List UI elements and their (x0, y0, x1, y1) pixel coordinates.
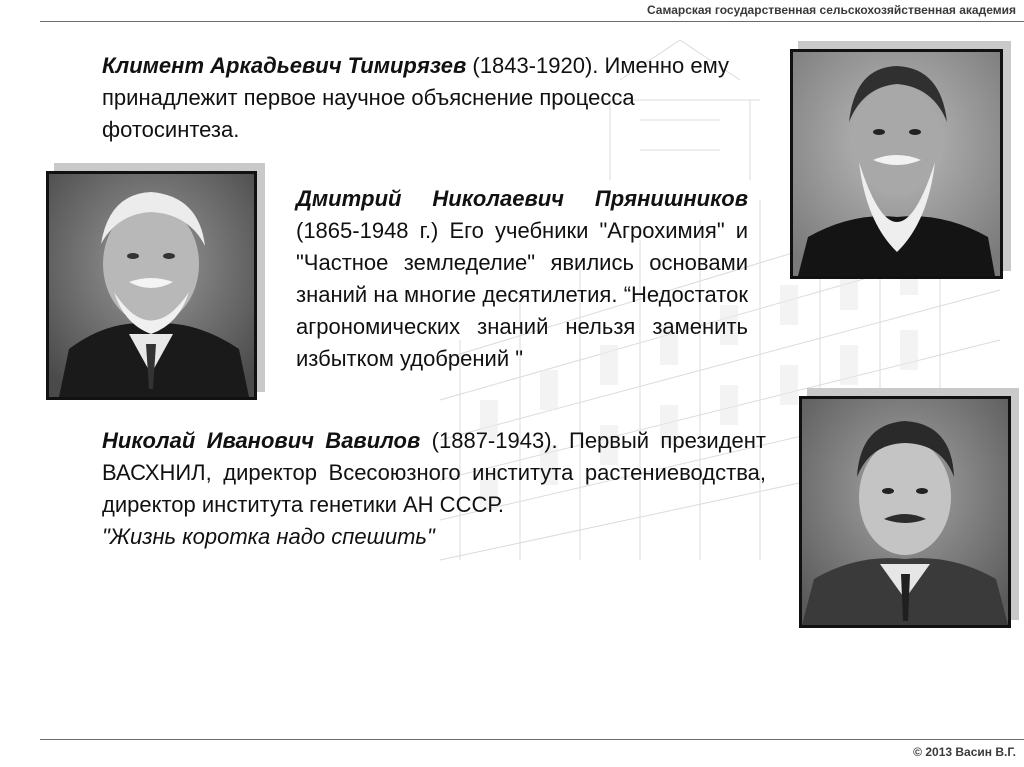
timiryazev-years: (1843-1920). (472, 53, 599, 78)
portrait-photo-left (46, 171, 257, 400)
copyright-text: © 2013 Васин В.Г. (913, 745, 1016, 759)
footer-divider (40, 739, 1024, 740)
timiryazev-text (102, 50, 762, 146)
timiryazev-name: Климент Аркадьевич Тимирязев (102, 53, 467, 78)
vavilov-text (102, 425, 766, 553)
pryanishnikov-quote: “Недостаток агрономических знаний нельзя заменить избытком удобрений " (296, 282, 748, 371)
vavilov-name: Николай Иванович Вавилов (102, 428, 421, 453)
portrait-image (49, 174, 254, 397)
vavilov-description: Первый президент ВАСХНИЛ, директор Всесоюзного института растениеводства, директор института генетики АН СССР. (102, 428, 766, 517)
portrait-photo-bottom-right (799, 396, 1011, 628)
pryanishnikov-name: Дмитрий Николаевич Прянишников (296, 186, 748, 211)
portrait-image (793, 52, 1000, 276)
vavilov-years: (1887-1943). (431, 428, 558, 453)
pryanishnikov-text (296, 183, 748, 375)
institution-name: Самарская государственная сельскохозяйственная академия (646, 3, 1016, 17)
pryanishnikov-description: Его учебники "Агрохимия" и "Частное земледелие" явились основами знаний на многие десятилетия. (296, 218, 748, 307)
portrait-image (802, 399, 1008, 625)
timiryazev-description: Именно ему принадлежит первое научное объяснение процесса фотосинтеза. (102, 53, 729, 142)
header-divider (40, 21, 1024, 22)
portrait-photo-top-right (790, 49, 1003, 279)
pryanishnikov-years: (1865-1948 г.) (296, 218, 439, 243)
vavilov-quote: "Жизнь коротка надо спешить" (102, 524, 435, 549)
